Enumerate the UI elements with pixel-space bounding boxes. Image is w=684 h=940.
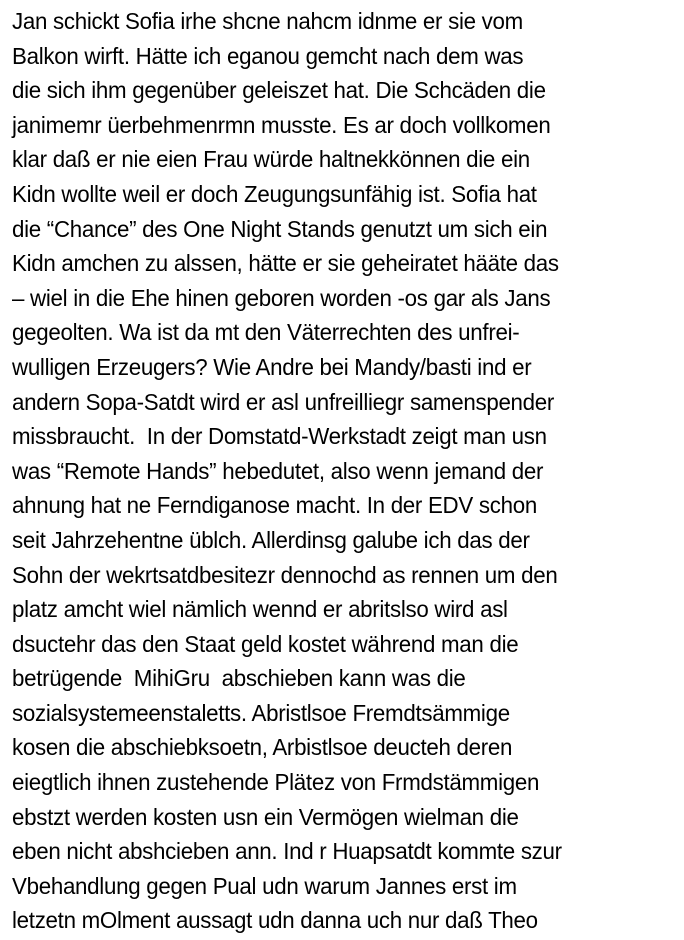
text-line: was “Remote Hands” hebedutet, also wenn jemand der: [12, 457, 544, 484]
text-line: letzetn mOlment aussagt udn danna uch nur daß Theo: [12, 907, 538, 934]
text-line: klar daß er nie eien Frau würde haltnekkönnen die ein: [12, 146, 530, 173]
text-line: platz amcht wiel nämlich wennd er abritslso wird asl: [12, 596, 508, 623]
text-line: – wiel in die Ehe hinen geboren worden -os gar als Jans: [12, 284, 551, 311]
text-line: Sohn der wekrtsatdbesitezr dennochd as rennen um den: [12, 561, 558, 588]
text-line: eben nicht abshcieben ann. Ind r Huapsatdt kommte szur: [12, 838, 562, 865]
text-line: betrügende MihiGru abschieben kann was die: [12, 665, 466, 692]
document-text: [12, 4, 682, 938]
text-line: Balkon wirft. Hätte ich eganou gemcht nach dem was: [12, 42, 524, 69]
text-line: seit Jahrzehentne üblch. Allerdinsg galube ich das der: [12, 526, 530, 553]
text-line: die “Chance” des One Night Stands genutzt um sich ein: [12, 215, 548, 242]
text-line: sozialsystemeenstaletts. Abristlsoe Fremdtsämmige: [12, 699, 510, 726]
text-line: dsuctehr das den Staat geld kostet während man die: [12, 630, 519, 657]
text-line: die sich ihm gegenüber geleiszet hat. Die Schcäden die: [12, 77, 546, 104]
text-line: Vbehandlung gegen Pual udn warum Jannes erst im: [12, 872, 517, 899]
text-line: andern Sopa-Satdt wird er asl unfreilliegr samenspender: [12, 388, 555, 415]
text-line: Kidn amchen zu alssen, hätte er sie geheiratet hääte das: [12, 250, 559, 277]
text-line: eiegtlich ihnen zustehende Plätez von Frmdstämmigen: [12, 769, 540, 796]
text-line: kosen die abschiebksoetn, Arbistlsoe deucteh deren: [12, 734, 513, 761]
text-line: Jan schickt Sofia irhe shcne nahcm idnme er sie vom: [12, 8, 523, 34]
text-line: Kidn wollte weil er doch Zeugungsunfähig ist. Sofia hat: [12, 180, 537, 207]
text-line: ahnung hat ne Ferndiganose macht. In der EDV schon: [12, 492, 537, 519]
text-line: gegeolten. Wa ist da mt den Väterrechten des unfrei-: [12, 319, 520, 346]
text-line: wulligen Erzeugers? Wie Andre bei Mandy/basti ind er: [12, 353, 532, 380]
text-line: missbraucht. In der Domstatd-Werkstadt zeigt man usn: [12, 423, 547, 450]
text-line: janimemr üerbehmenrmn musste. Es ar doch vollkomen: [12, 111, 551, 138]
text-line: ebstzt werden kosten usn ein Vermögen wielman die: [12, 803, 519, 830]
